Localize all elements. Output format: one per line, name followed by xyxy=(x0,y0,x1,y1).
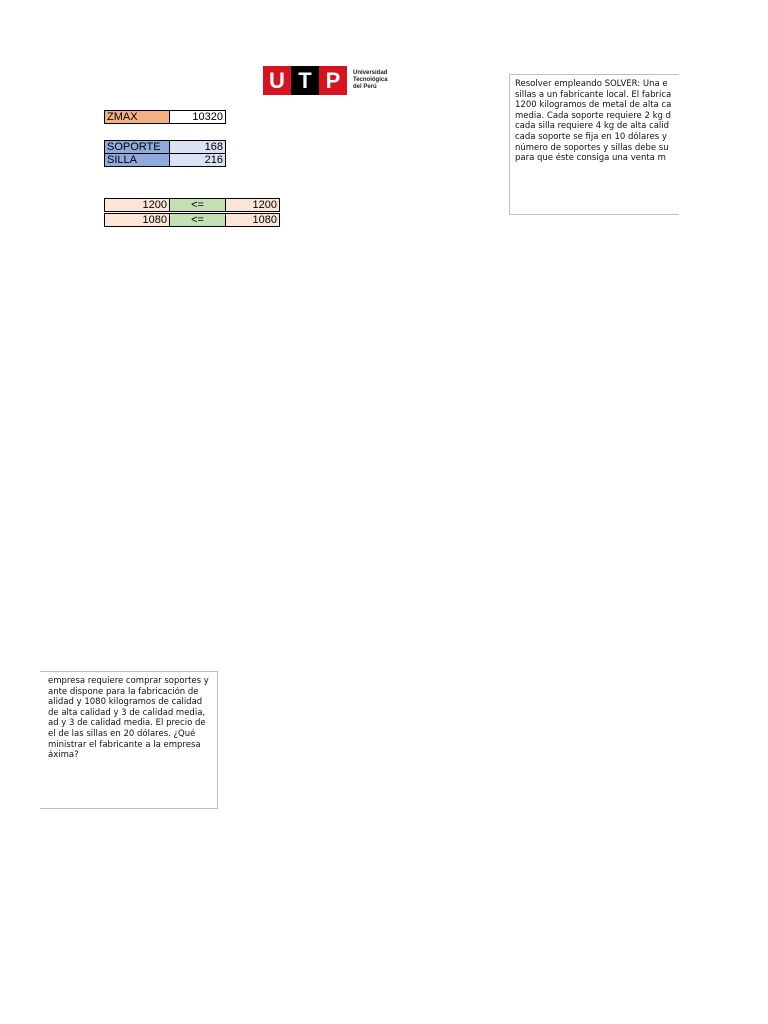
textbox-line: de alta calidad y 3 de calidad media, xyxy=(48,707,206,718)
utp-logo xyxy=(263,66,388,95)
constraint-operator-cell[interactable]: <= xyxy=(169,213,226,227)
logo-text-line: Tecnológica xyxy=(353,77,388,83)
logo-text-line: Universidad xyxy=(353,70,388,76)
textbox-line: número de soportes y sillas debe su xyxy=(515,142,669,153)
textbox-line: 1200 kilogramos de metal de alta ca xyxy=(515,100,672,111)
constraint-lhs-cell[interactable]: 1080 xyxy=(104,213,170,227)
textbox-line: áxima? xyxy=(48,750,79,761)
zmax-value-cell[interactable]: 10320 xyxy=(169,110,226,124)
zmax-label-cell[interactable]: ZMAX xyxy=(104,110,170,124)
logo-letter-u: U xyxy=(263,66,291,95)
textbox-line: empresa requiere comprar soportes y xyxy=(48,676,209,686)
constraint-rhs-cell[interactable]: 1200 xyxy=(225,198,280,212)
logo-letter-p: P xyxy=(319,66,347,95)
textbox-line: alidad y 1080 kilogramos de calidad xyxy=(48,697,203,708)
constraint-operator-cell[interactable]: <= xyxy=(169,198,226,212)
logo-text xyxy=(353,70,388,91)
textbox-line: ante dispone para la fabricación de xyxy=(48,686,199,697)
soporte-label-cell[interactable]: SOPORTE xyxy=(104,140,170,154)
problem-textbox-bottom[interactable] xyxy=(40,671,218,809)
textbox-line: el de las sillas en 20 dólares. ¿Qué xyxy=(48,728,196,739)
problem-textbox-top[interactable] xyxy=(509,74,679,215)
textbox-line: Resolver empleando SOLVER: Una e xyxy=(515,79,668,89)
textbox-line: cada soporte se fija en 10 dólares y xyxy=(515,131,667,142)
textbox-line: ministrar el fabricante a la empresa xyxy=(48,739,201,750)
textbox-line: media. Cada soporte requiere 2 kg d xyxy=(515,110,671,121)
textbox-line: cada silla requiere 4 kg de alta calid xyxy=(515,121,670,132)
logo-letter-t: T xyxy=(291,66,319,95)
constraint-lhs-cell[interactable]: 1200 xyxy=(104,198,170,212)
constraint-rhs-cell[interactable]: 1080 xyxy=(225,213,280,227)
textbox-line: para que éste consiga una venta m xyxy=(515,153,666,164)
textbox-line: ad y 3 de calidad media. El precio de xyxy=(48,718,206,729)
soporte-value-cell[interactable]: 168 xyxy=(169,140,226,154)
silla-value-cell[interactable]: 216 xyxy=(169,153,226,167)
logo-text-line: del Perú xyxy=(353,84,377,90)
silla-label-cell[interactable]: SILLA xyxy=(104,153,170,167)
textbox-line: sillas a un fabricante local. El fabrica xyxy=(515,89,672,100)
